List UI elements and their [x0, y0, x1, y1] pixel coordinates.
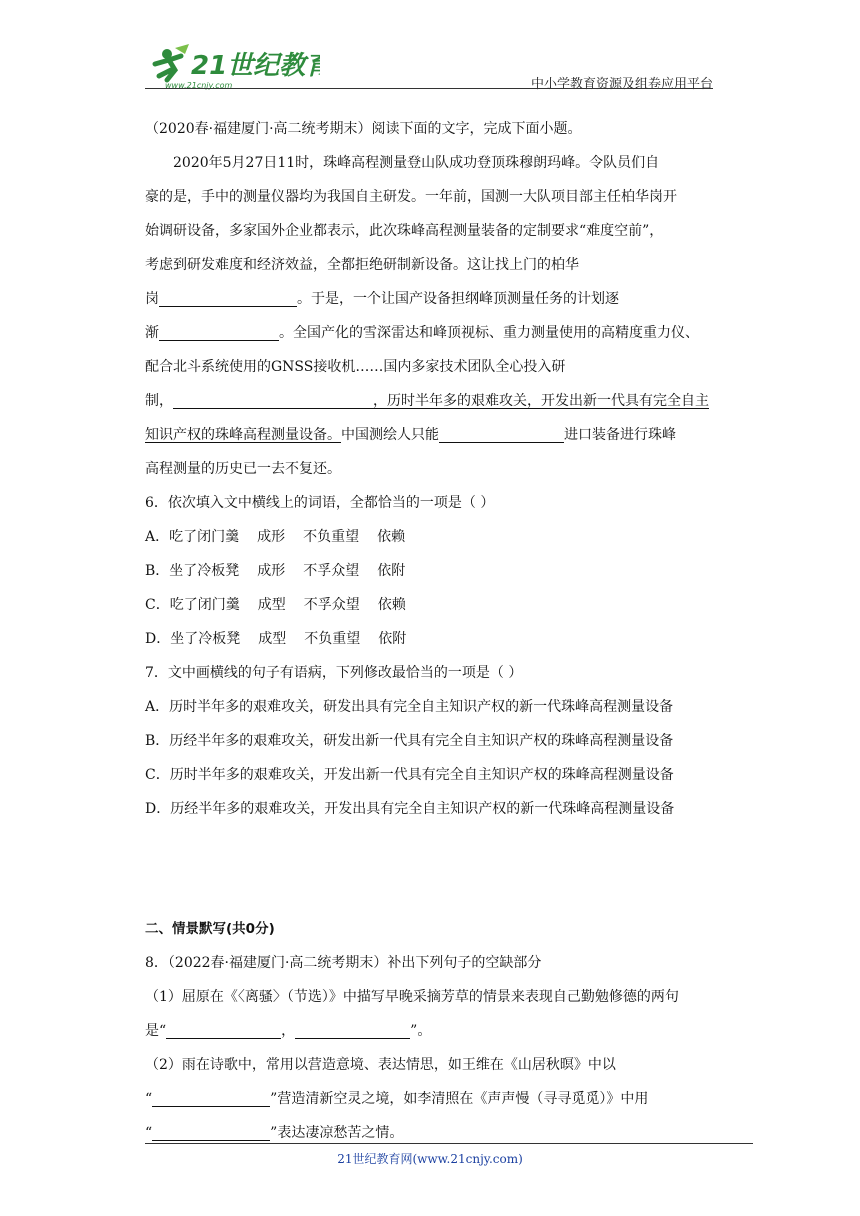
q7-option-b[interactable]: B．历经半年多的艰难攻关，研发出新一代具有完全自主知识产权的珠峰高程测量设备 — [145, 733, 674, 749]
platform-name: 中小学教育资源及组卷应用平台 — [530, 77, 713, 92]
fill-blank-q8-1b[interactable] — [295, 1022, 410, 1039]
question-8-stem: 8．（2022春·福建厦门·高二统考期末）补出下列句子的空缺部分 — [145, 955, 542, 971]
svg-text:www.21cnjy.com: www.21cnjy.com — [165, 81, 233, 90]
q7-option-a[interactable]: A．历时半年多的艰难攻关，研发出具有完全自主知识产权的新一代珠峰高程测量设备 — [145, 699, 674, 715]
fill-blank-1[interactable] — [159, 290, 297, 307]
q6-option-a[interactable]: A．吃了闭门羹 成形 不负重望 依赖 — [145, 529, 406, 545]
passage-line: 始调研设备，多家国外企业都表示，此次珠峰高程测量装备的定制要求“难度空前”， — [145, 223, 664, 239]
q8-part-2: （2）雨在诗歌中，常用以营造意境、表达情思，如王维在《山居秋暝》中以 — [145, 1057, 616, 1073]
passage-line: 制， ，历时半年多的艰难攻关，开发出新一代具有完全自主 — [145, 393, 709, 409]
document-body — [145, 112, 720, 1150]
underlined-sentence: ，历时半年多的艰难攻关，开发出新一代具有完全自主 — [373, 393, 709, 409]
fill-blank-2[interactable] — [159, 324, 279, 341]
passage-line: 高程测量的历史已一去不复还。 — [145, 461, 341, 477]
passage-line: 配合北斗系统使用的GNSS接收机……国内多家技术团队全心投入研 — [145, 359, 566, 375]
question-7-stem: 7．文中画横线的句子有语病，下列修改最恰当的一项是（ ） — [145, 665, 523, 681]
fill-blank-4[interactable] — [439, 426, 564, 443]
passage-line: 岗 。于是，一个让国产设备担纲峰顶测量任务的计划逐 — [145, 291, 619, 307]
q8-part-2-answer-1: “ ”营造清新空灵之境，如李清照在《声声慢（寻寻觅觅）》中用 — [145, 1091, 649, 1107]
q8-part-1-answer: 是“ ， ”。 — [145, 1023, 432, 1039]
fill-blank-3[interactable] — [173, 392, 373, 409]
section-2-title: 二、情景默写(共0分) — [145, 921, 275, 937]
q8-part-2-answer-2: “ ”表达凄凉愁苦之情。 — [145, 1125, 404, 1141]
passage-line: 豪的是，手中的测量仪器均为我国自主研发。一年前，国测一大队项目部主任柏华岗开 — [145, 189, 677, 205]
passage-line: 渐 。全国产化的雪深雷达和峰顶视标、重力测量使用的高精度重力仪、 — [145, 325, 699, 341]
passage-source: （2020春·福建厦门·高二统考期末）阅读下面的文字，完成下面小题。 — [145, 121, 582, 137]
site-logo — [145, 40, 320, 92]
passage-line: 知识产权的珠峰高程测量设备。中国测绘人只能 进口装备进行珠峰 — [145, 427, 676, 443]
passage-line: 考虑到研发难度和经济效益，全都拒绝研制新设备。这让找上门的柏华 — [145, 257, 579, 273]
page-header — [145, 40, 713, 92]
fill-blank-q8-2a[interactable] — [152, 1090, 270, 1107]
svg-text:21世纪教育: 21世纪教育 — [191, 51, 320, 81]
footer-divider — [145, 1143, 753, 1144]
header-divider — [145, 88, 713, 89]
footer-link[interactable]: 21世纪教育网(www.21cnjy.com) — [337, 1152, 523, 1166]
question-6-stem: 6．依次填入文中横线上的词语，全都恰当的一项是（ ） — [145, 495, 495, 511]
underlined-sentence-cont: 知识产权的珠峰高程测量设备。 — [145, 427, 341, 443]
q8-part-1: （1）屈原在《〈离骚〉（节选）》中描写早晚采摘芳草的情景来表现自己勤勉修德的两句 — [145, 989, 679, 1005]
passage-line: 2020年5月27日11时，珠峰高程测量登山队成功登顶珠穆朗玛峰。令队员们自 — [173, 155, 660, 171]
spacer — [145, 826, 720, 912]
fill-blank-q8-2b[interactable] — [152, 1124, 270, 1141]
q7-option-d[interactable]: D．历经半年多的艰难攻关，开发出具有完全自主知识产权的新一代珠峰高程测量设备 — [145, 801, 675, 817]
q7-option-c[interactable]: C．历时半年多的艰难攻关，开发出新一代具有完全自主知识产权的珠峰高程测量设备 — [145, 767, 674, 783]
q6-option-c[interactable]: C．吃了闭门羹 成型 不孚众望 依赖 — [145, 597, 406, 613]
q6-option-d[interactable]: D．坐了冷板凳 成型 不负重望 依附 — [145, 631, 407, 647]
runner-logo-icon — [145, 40, 320, 92]
q6-option-b[interactable]: B．坐了冷板凳 成形 不孚众望 依附 — [145, 563, 406, 579]
fill-blank-q8-1a[interactable] — [166, 1022, 281, 1039]
